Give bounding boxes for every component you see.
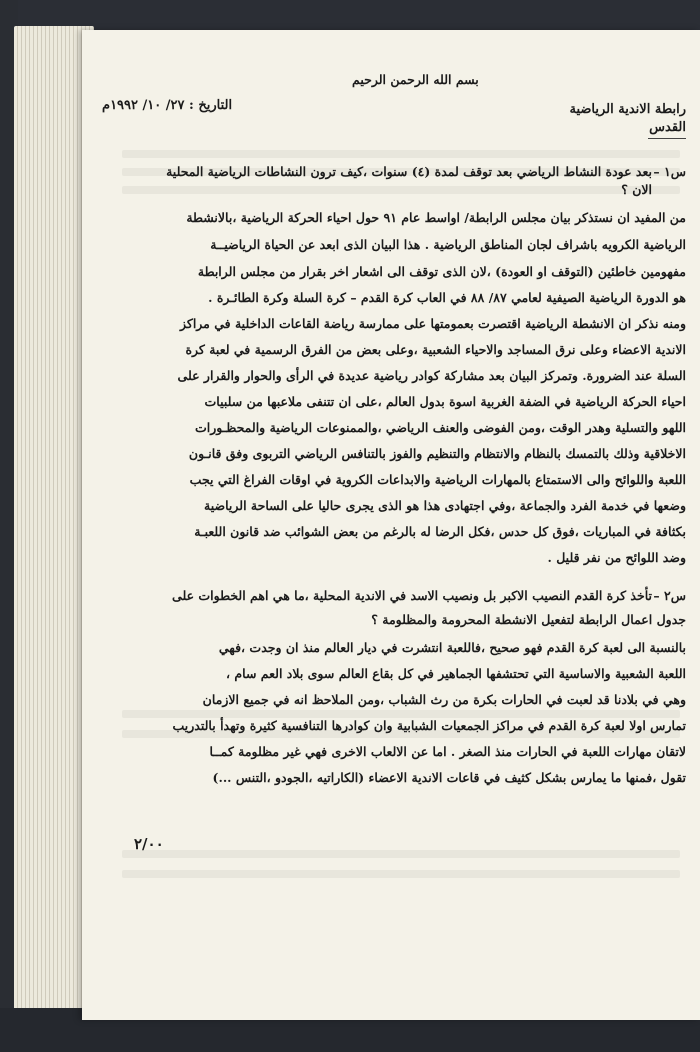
date-line [102,98,232,113]
bleed-through-line [122,186,680,194]
bleed-through-line [122,850,680,858]
question-2-marker: س٢ – [653,588,686,603]
answer-1-line: الاندية الاعضاء وعلى نرق المساجد والاحياء الشعبية ،وعلى بعض من الفرق الرسمية في لعبة كرة [185,342,686,357]
question-1-marker: س١ – [653,164,686,179]
basmala: بسم الله الرحمن الرحيم [352,72,479,87]
answer-1-line: هو الدورة الرياضية الصيفية لعامي ٨٧/ ٨٨ في العاب كرة القدم – كرة السلة وكرة الطائـرة . [208,290,686,305]
answer-1-line: السلة عند الضرورة. وتمركز البيان بعد مشاركة كوادر رياضية عديدة في الرأى والحوار والقرار على [177,368,686,383]
organization-name: رابطة الاندية الرياضية [569,102,686,117]
city-name: القدس [649,120,686,135]
answer-1-line: وضعها في خدمة الفرد والجماعة ،وفي اجتهادى هذا هو الذى يجرى حاليا على الساحة الرياضية [204,498,686,513]
date-label: التاريخ : [189,98,233,113]
answer-1-line: اللعبة واللوائح والى الاستمتاع بالمهارات الرياضية والابداعات الكروية في اوقات الفراغ التي يجب [189,472,686,487]
question-1-line: بعد عودة النشاط الرياضي بعد توقف لمدة (٤) سنوات ،كيف ترون النشاطات الرياضية المحلية [166,164,652,179]
answer-2-line: تقول ،فمنها ما يمارس بشكل كثيف في قاعات الاندية الاعضاء (الكاراتيه ،الجودو ،التنس ...) [212,770,686,785]
answer-2-line: بالنسبة الى لعبة كرة القدم فهو صحيح ،فاللعبة انتشرت في ديار العالم منذ ان وجدت ،فهي [218,640,686,655]
answer-1-line: بكثافة في المباريات ،فوق كل حدس ،فكل الرضا له بالرغم من بعض الشوائب ضد قانون اللعبـة [194,524,686,539]
answer-2-line: وهي في بلادنا قد لعبت في الحارات بكرة من رث الشباب ،ومن الملاحظ انه في جميع الازمان [202,692,686,707]
answer-2-line: اللعبة الشعبية والاساسية التي تحتشفها الجماهير في كل بقاع العالم سوى بلاد العم سام ، [226,666,686,681]
answer-1-line: الاخلاقية وذلك بالتمسك بالنظام والانتظام والتنظيم والفوز بالتنافس الرياضي التربوى وفق قانـون [188,446,686,461]
answer-1-line: اللهو والتسلية وهدر الوقت ،ومن الفوضى والعنف الرياضي ،والممنوعات الرياضية والمحظـورات [194,420,686,435]
answer-1-line: من المفيد ان نستذكر بيان مجلس الرابطة/ اواسط عام ٩١ حول احياء الحركة الرياضية ،بالانشطة [186,210,686,225]
answer-1-line: الرياضية الكرويه باشراف لجان المناطق الرياضية . هذا البيان الذى ابعد عن الحياة الرياضيــة [210,237,686,252]
question-1-line: الان ؟ [621,182,652,197]
bleed-through-line [122,710,680,718]
date-value: ٢٧/ ١٠/ ١٩٩٢م [102,98,185,113]
document-page [82,30,700,1020]
answer-1-line: احياء الحركة الرياضية في الضفة الغربية اسوة بدول العالم ،على ان تتنفى ملاعبها من سلبيات [204,394,686,409]
answer-2-line: لاتقان مهارات اللعبة في الحارات منذ الصغر . اما عن الالعاب الاخرى فهي غير مظلومة كمــا [209,744,686,759]
question-2-line: جدول اعمال الرابطة لتفعيل الانشطة المحرومة والمظلومة ؟ [371,612,686,627]
page-continuation-mark: ٢/٠٠ [134,835,164,853]
city-underline [648,138,686,139]
answer-1-line: وضد اللوائح من نفر قليل . [547,550,686,565]
binder-top-edge [0,0,700,30]
answer-2-line: تمارس اولا لعبة كرة القدم في مراكز الجمعيات الشبابية وان كوادرها التنافسية كثيرة وتهدأ بالتدريب [172,718,686,733]
answer-1-line: مفهومين خاطئين (التوقف او العودة) ،لان الذى توقف الى اشعار اخر بقرار من مجلس الرابطة [197,264,686,279]
question-2-line: تأخذ كرة القدم النصيب الاكبر بل ونصيب الاسد في الاندية المحلية ،ما هي اهم الخطوات على [172,588,652,603]
bleed-through-line [122,870,680,878]
answer-1-line: ومنه نذكر ان الانشطة الرياضية اقتصرت بعمومتها على ممارسة رياضة القاعات الداخلية في مراكز [179,316,686,331]
bleed-through-line [122,150,680,158]
